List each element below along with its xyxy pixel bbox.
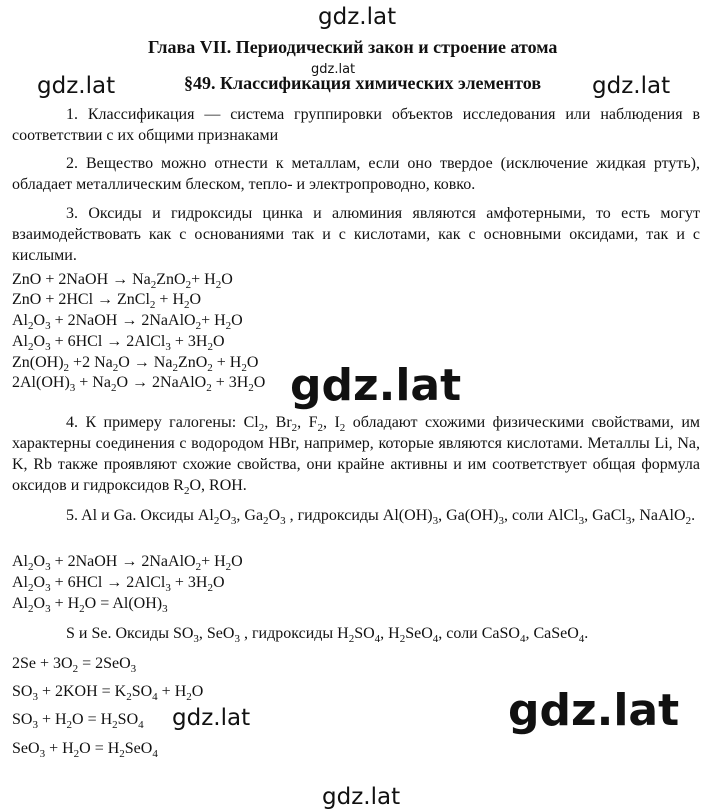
equation: $Al_2O_3$ + 2NaOH → 2NaAlO$_2$+ $H_2O$: [12, 553, 243, 574]
paragraph-1: 1. Классификация — система группировки объектов исследования или наблюдения в соответствии с их общими признаками: [12, 106, 700, 144]
equation: $SeO_3 + H_2O = H_2SeO_4$: [12, 740, 158, 761]
watermark-center-large: gdz.lat: [290, 360, 462, 411]
paragraph-6: S и Se. Оксиды $SO_3$, SeO$_3$ , гидроксиды $H_2SO_4$, $H_2SeO_4$, соли CaSO$_4$, CaSeO$_4$.: [66, 625, 589, 646]
watermark-top: gdz.lat: [318, 4, 397, 30]
equation: $Al_2O_3$ + 2NaOH → 2NaAlO$_2$+ $H_2O$: [12, 312, 243, 333]
paragraph-5: 5. Al и Ga. Оксиды $Al_2O_3$, $Ga_2O_3$ , гидроксиды $Al(OH)_3$, $Ga(OH)_3$, соли AlCl$_3$, GaCl$_3$, NaAlO$_2$.: [66, 507, 696, 528]
paragraph-3: 3. Оксиды и гидроксиды цинка и алюминия являются амфотерными, то есть могут взаимодействовать как с основаниями так и с кислотами, как с основными оксидами, так и с кислыми.: [12, 205, 700, 264]
equation: $Al_2O_3 + H_2O = Al(OH)_3$: [12, 595, 168, 616]
equation: $Al_2O_3 + 6HCl$ → 2AlCl$_3$ + $3H_2O$: [12, 574, 225, 595]
equation: $SO_3 + 2KOH = K_2SO_4 + H_2O$: [12, 683, 204, 704]
equation: ZnO + 2HCl → ZnCl$_2$ + $H_2O$: [12, 291, 202, 312]
watermark-small-top: gdz.lat: [311, 62, 356, 77]
equation: $2Se + 3O_2 = 2SeO_3$: [12, 655, 137, 676]
section-title: §49. Классификация химических элементов: [184, 73, 542, 93]
equation: $Zn(OH)_2 +2$ $Na_2O \to Na_2ZnO_2 + H_2O$: [12, 354, 259, 375]
watermark-bottom: gdz.lat: [322, 784, 401, 810]
equation: $2Al(OH)_3 + Na_2O$ → 2NaAlO$_2$ + $3H_2O$: [12, 374, 266, 395]
equation: $Al_2O_3 + 6HCl$ → 2AlCl$_3$ + $3H_2O$: [12, 333, 225, 354]
equation: ZnO + 2NaOH → $Na_2ZnO_2+ H_2O$: [12, 271, 233, 292]
equation: $SO_3 + H_2O = H_2SO_4$: [12, 711, 144, 732]
watermark-lower-right-large: gdz.lat: [508, 685, 680, 736]
watermark-left: gdz.lat: [37, 73, 116, 99]
chapter-title: Глава VII. Периодический закон и строение атома: [148, 37, 558, 57]
watermark-right: gdz.lat: [588, 73, 674, 99]
paragraph-4: 4. К примеру галогены: $Cl_2$, $Br_2$, $F_2$, $I_2$ обладают схожими физическими свойствами, им характерны соединения с водородом HBr, например, которые являются кислотами. Металлы Li, Na, K, Rb также проявляют схожие свойства, они крайне активны и им соответствует общая формула оксидов и гидроксидов $R_2O$, ROH.: [12, 414, 701, 498]
paragraph-2: 2. Вещество можно отнести к металлам, если оно твердое (исключение жидкая ртуть), обладает металлическим блеском, тепло- и электропроводно, ковко.: [12, 155, 700, 193]
watermark-lower-mid: gdz.lat: [168, 705, 254, 731]
